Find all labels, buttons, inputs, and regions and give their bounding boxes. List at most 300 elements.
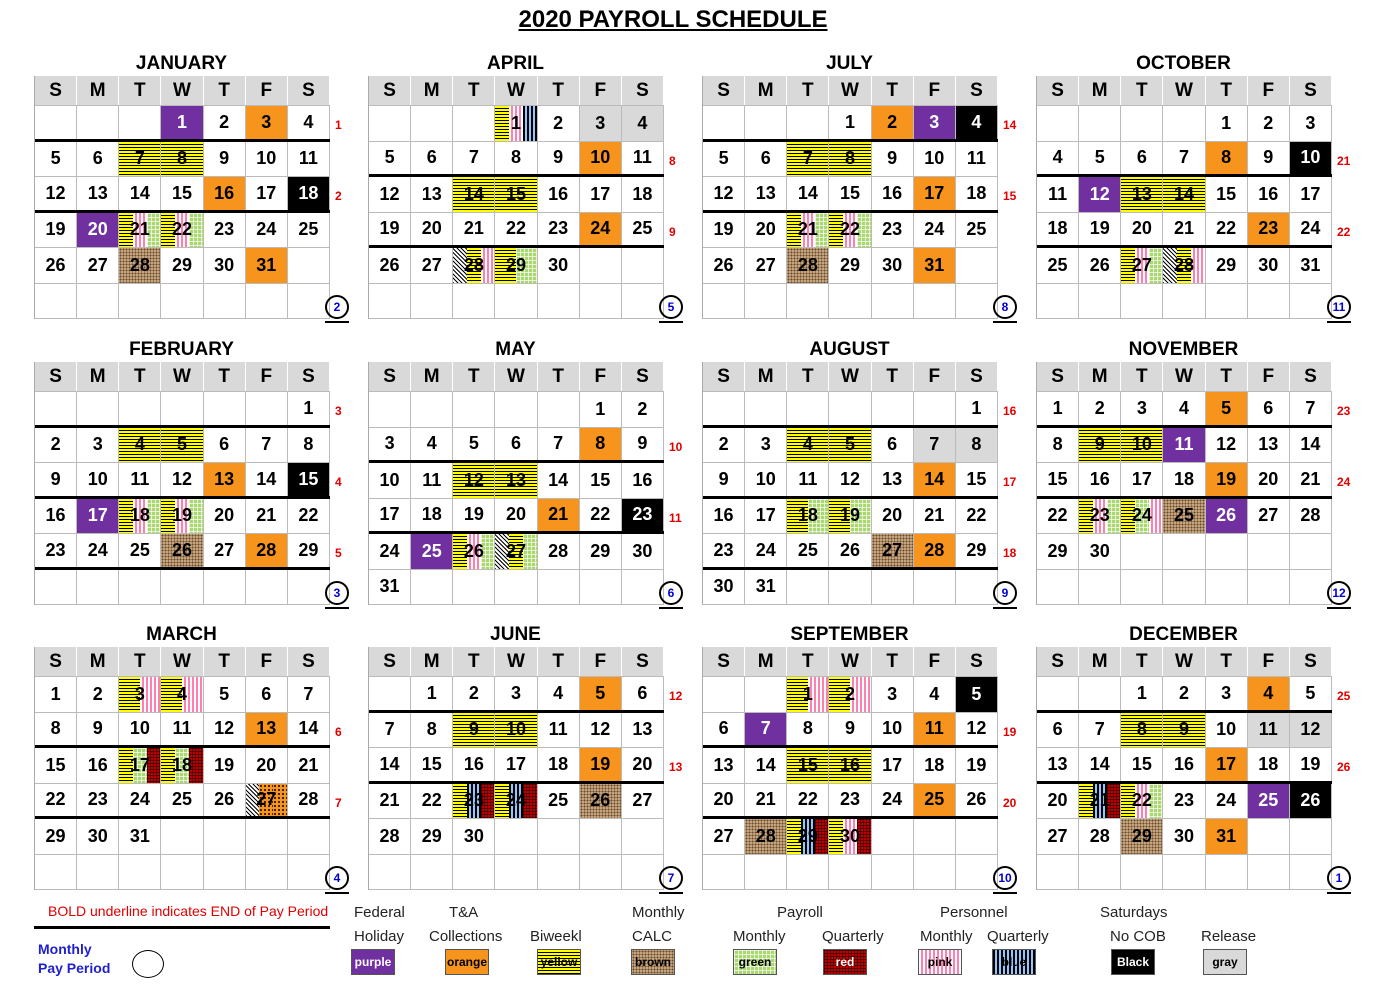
day-number: 28 [463, 254, 484, 275]
weekday-label: F [914, 647, 956, 676]
day-cell [161, 248, 203, 283]
day-number: 27 [882, 539, 903, 560]
day-cell [829, 213, 871, 248]
day-number: 31 [379, 576, 400, 597]
day-number: 5 [384, 147, 395, 168]
day-number: 5 [1305, 682, 1316, 703]
day-number: 25 [966, 219, 987, 240]
day-number: 23 [214, 219, 235, 240]
day-number: 16 [713, 505, 734, 526]
month-grid [34, 76, 330, 319]
day-cell [1206, 248, 1248, 283]
day-cell [119, 213, 161, 248]
day-number: 10 [379, 469, 400, 490]
day-cell [495, 713, 537, 748]
day-cell [1290, 784, 1332, 819]
day-number: 16 [548, 183, 569, 204]
day-number: 20 [755, 219, 776, 240]
day-number: 23 [87, 789, 108, 810]
weekday-label: S [369, 76, 411, 105]
day-cell [956, 499, 998, 534]
day-number: 20 [214, 505, 235, 526]
legend-circle-icon [132, 950, 164, 978]
day-cell [204, 784, 246, 817]
day-number: 1 [595, 398, 606, 419]
day-cell [1079, 392, 1121, 425]
legend-label-personnel-quarterly: Quarterly [987, 928, 1049, 945]
day-number: 6 [718, 718, 729, 739]
day-cell [35, 177, 77, 210]
day-cell [1037, 534, 1079, 569]
day-number: 17 [590, 183, 611, 204]
day-cell [1248, 106, 1290, 141]
weekday-label: W [1163, 647, 1205, 676]
day-cell [1206, 534, 1248, 569]
day-cell [411, 534, 453, 569]
day-cell [119, 106, 161, 139]
day-number: 30 [882, 254, 903, 275]
day-number: 2 [50, 434, 61, 455]
day-cell [35, 748, 77, 783]
day-cell [914, 713, 956, 746]
day-cell [787, 248, 829, 283]
day-number: 17 [256, 182, 277, 203]
month-grid [34, 647, 330, 890]
week-row [35, 499, 330, 535]
day-number: 12 [45, 182, 66, 203]
day-cell [914, 534, 956, 567]
day-number: 31 [1300, 254, 1321, 275]
month-grid [368, 76, 664, 319]
month-apr [368, 52, 703, 322]
day-cell [495, 499, 537, 532]
day-number: 3 [1221, 682, 1232, 703]
day-cell [622, 213, 664, 246]
day-cell [787, 177, 829, 210]
day-cell [1248, 428, 1290, 463]
day-cell [495, 534, 537, 569]
day-cell [453, 392, 495, 427]
weekday-header [1037, 647, 1332, 677]
day-number: 17 [755, 505, 776, 526]
day-number: 22 [1131, 790, 1152, 811]
week-row [35, 284, 330, 320]
week-row [369, 534, 664, 570]
legend [0, 900, 1396, 991]
day-number: 1 [1221, 112, 1232, 133]
day-cell [1290, 499, 1332, 534]
day-cell [872, 392, 914, 425]
day-number: 24 [379, 540, 400, 561]
day-number: 13 [632, 719, 653, 740]
day-number: 22 [590, 504, 611, 525]
day-cell [703, 177, 745, 210]
day-cell [453, 428, 495, 461]
weekday-label: M [411, 362, 453, 391]
day-cell [1206, 392, 1248, 425]
day-number: 1 [1136, 682, 1147, 703]
day-cell [495, 392, 537, 427]
pay-period-number: 21 [1337, 153, 1351, 168]
day-cell [538, 677, 580, 710]
day-number: 3 [887, 683, 898, 704]
week-row [703, 784, 998, 820]
day-number: 24 [1131, 505, 1152, 526]
day-cell [495, 748, 537, 781]
day-number: 14 [129, 182, 150, 203]
day-cell [411, 284, 453, 319]
day-number: 20 [1047, 790, 1068, 811]
day-cell [829, 463, 871, 496]
day-number: 3 [760, 434, 771, 455]
weekday-label: S [622, 76, 664, 105]
day-number: 7 [929, 434, 940, 455]
day-cell [703, 570, 745, 605]
week-row [35, 428, 330, 464]
week-row [703, 499, 998, 535]
legend-note-underline [34, 926, 330, 929]
day-number: 28 [298, 789, 319, 810]
day-cell [77, 784, 119, 817]
day-cell [495, 855, 537, 890]
day-cell [288, 570, 330, 605]
weekday-label: W [161, 647, 203, 676]
week-row [703, 855, 998, 891]
day-cell [622, 677, 664, 710]
legend-swatch-red: red [823, 949, 867, 975]
day-number: 12 [839, 468, 860, 489]
day-cell [580, 463, 622, 498]
day-cell [288, 677, 330, 712]
day-number: 9 [553, 147, 564, 168]
month-title: APRIL [487, 53, 544, 74]
day-cell [35, 855, 77, 890]
day-cell [77, 142, 119, 177]
day-number: 9 [1263, 147, 1274, 168]
day-cell [1206, 106, 1248, 141]
day-cell [453, 784, 495, 819]
day-cell [1121, 713, 1163, 748]
day-number: 14 [797, 182, 818, 203]
day-number: 19 [839, 505, 860, 526]
weekday-label: M [77, 362, 119, 391]
day-cell [288, 534, 330, 567]
day-number: 28 [755, 825, 776, 846]
day-cell [411, 677, 453, 710]
day-number: 15 [171, 182, 192, 203]
day-number: 11 [924, 718, 944, 739]
month-title: JANUARY [135, 53, 228, 74]
week-row [703, 106, 998, 142]
day-cell [161, 713, 203, 746]
week-row [35, 534, 330, 570]
day-cell [369, 248, 411, 283]
day-number: 18 [548, 753, 569, 774]
day-number: 12 [1300, 719, 1321, 740]
day-number: 2 [718, 434, 729, 455]
day-cell [204, 284, 246, 319]
day-cell [1079, 142, 1121, 175]
day-number: 27 [1258, 505, 1279, 526]
day-number: 3 [384, 433, 395, 454]
day-cell [77, 570, 119, 605]
day-cell [119, 534, 161, 567]
day-cell [1163, 428, 1205, 463]
day-number: 23 [1173, 790, 1194, 811]
day-cell [288, 784, 330, 817]
day-number: 5 [1094, 147, 1105, 168]
day-cell [453, 142, 495, 175]
day-number: 25 [797, 539, 818, 560]
day-cell [1079, 534, 1121, 569]
day-cell [77, 248, 119, 283]
day-number: 16 [839, 754, 860, 775]
week-row [703, 213, 998, 249]
day-cell [622, 499, 664, 532]
day-number: 19 [1216, 468, 1237, 489]
day-cell [161, 392, 203, 425]
week-row [369, 392, 664, 428]
day-cell [1290, 819, 1332, 854]
day-cell [411, 855, 453, 890]
monthly-pay-period-badge: 10 [993, 866, 1017, 890]
legend-swatch-yellow: yellow [537, 949, 581, 975]
day-number: 3 [1305, 112, 1316, 133]
week-row [369, 177, 664, 213]
pay-period-number: 15 [1003, 189, 1017, 203]
day-number: 15 [966, 468, 987, 489]
day-cell [119, 855, 161, 890]
day-cell [246, 677, 288, 712]
week-row [369, 713, 664, 749]
day-number: 29 [797, 825, 818, 846]
day-number: 7 [303, 683, 314, 704]
day-number: 15 [505, 183, 526, 204]
day-cell [1079, 284, 1121, 319]
day-number: 20 [87, 219, 108, 240]
day-cell [1248, 784, 1290, 819]
weekday-label: T [1206, 647, 1248, 676]
day-cell [1079, 713, 1121, 748]
day-number: 20 [1258, 468, 1279, 489]
weekday-label: M [1079, 76, 1121, 105]
day-cell [703, 213, 745, 248]
day-cell [369, 284, 411, 319]
day-cell [872, 784, 914, 817]
day-number: 25 [632, 218, 653, 239]
day-number: 8 [303, 434, 314, 455]
day-cell [872, 248, 914, 283]
day-number: 10 [1300, 147, 1321, 168]
day-number: 7 [1094, 719, 1105, 740]
day-number: 29 [298, 539, 319, 560]
day-cell [914, 677, 956, 712]
day-cell [914, 784, 956, 817]
day-cell [35, 819, 77, 854]
day-cell [1290, 534, 1332, 569]
day-cell [703, 428, 745, 463]
week-row [703, 819, 998, 855]
day-cell [1206, 499, 1248, 534]
day-number: 8 [595, 433, 606, 454]
day-cell [787, 677, 829, 712]
day-cell [787, 819, 829, 854]
day-cell [77, 392, 119, 425]
monthly-pay-period-badge: 12 [1327, 581, 1351, 605]
weekday-label: W [829, 76, 871, 105]
weekday-label: T [787, 76, 829, 105]
month-title: OCTOBER [1136, 53, 1231, 74]
day-cell [580, 855, 622, 890]
day-number: 2 [887, 111, 898, 132]
day-cell [453, 570, 495, 605]
day-number: 2 [1263, 112, 1274, 133]
legend-group-ta: T&A [449, 904, 479, 921]
day-cell [956, 392, 998, 425]
day-cell [453, 177, 495, 212]
monthly-pay-period-badge: 9 [993, 581, 1017, 605]
day-cell [204, 248, 246, 283]
day-number: 27 [505, 540, 526, 561]
day-number: 20 [505, 504, 526, 525]
legend-group-saturdays: Saturdays [1100, 904, 1168, 921]
week-row [35, 213, 330, 249]
day-number: 21 [298, 754, 319, 775]
day-cell [35, 142, 77, 177]
day-number: 3 [510, 682, 521, 703]
day-cell [204, 713, 246, 746]
day-cell [538, 784, 580, 819]
day-cell [580, 428, 622, 461]
legend-monthly-label: Monthly [38, 941, 92, 957]
day-number: 5 [1221, 397, 1232, 418]
weekday-label: S [1037, 362, 1079, 391]
day-cell [1079, 499, 1121, 534]
legend-swatch-gray: gray [1203, 949, 1247, 975]
day-cell [453, 106, 495, 141]
weekday-header [703, 362, 998, 392]
weekday-label: S [1037, 647, 1079, 676]
day-number: 9 [718, 468, 729, 489]
week-row [35, 142, 330, 178]
day-cell [622, 248, 664, 283]
legend-swatch-blue: blue [992, 949, 1036, 975]
week-row [1037, 534, 1332, 570]
day-cell [453, 499, 495, 532]
day-cell [1079, 784, 1121, 819]
day-cell [622, 106, 664, 141]
day-cell [1037, 106, 1079, 141]
day-number: 24 [755, 539, 776, 560]
day-cell [411, 428, 453, 461]
day-cell [538, 463, 580, 498]
day-number: 18 [797, 505, 818, 526]
day-cell [1248, 142, 1290, 175]
day-number: 8 [50, 718, 61, 739]
day-cell [1163, 142, 1205, 175]
day-number: 8 [510, 147, 521, 168]
day-cell [77, 713, 119, 746]
day-cell [369, 677, 411, 710]
weekday-label: M [745, 647, 787, 676]
day-cell [495, 284, 537, 319]
month-jun [368, 623, 703, 893]
day-cell [745, 142, 787, 177]
day-cell [35, 106, 77, 139]
day-cell [77, 677, 119, 712]
day-number: 18 [171, 754, 192, 775]
legend-label-payroll-monthly: Monthly [733, 928, 786, 945]
week-row [369, 499, 664, 535]
weekday-label: W [161, 362, 203, 391]
day-number: 15 [1047, 468, 1068, 489]
day-cell [872, 106, 914, 139]
day-cell [161, 213, 203, 248]
weekday-label: F [246, 647, 288, 676]
day-number: 27 [421, 254, 442, 275]
day-number: 30 [463, 825, 484, 846]
day-cell [622, 819, 664, 854]
day-number: 24 [590, 218, 611, 239]
day-cell [872, 713, 914, 746]
day-cell [872, 284, 914, 319]
weekday-label: S [622, 362, 664, 391]
day-number: 28 [1173, 254, 1194, 275]
day-number: 5 [468, 433, 479, 454]
day-number: 28 [797, 254, 818, 275]
day-number: 12 [171, 468, 192, 489]
day-number: 12 [713, 182, 734, 203]
day-cell [1163, 106, 1205, 141]
weekday-label: T [872, 362, 914, 391]
day-cell [288, 284, 330, 319]
day-number: 27 [1131, 254, 1152, 275]
day-number: 5 [844, 434, 855, 455]
weekday-label: S [703, 76, 745, 105]
monthly-pay-period-badge: 11 [1327, 295, 1351, 319]
day-number: 21 [1089, 790, 1110, 811]
week-row [703, 748, 998, 784]
day-number: 18 [298, 182, 319, 203]
day-number: 18 [966, 182, 987, 203]
day-number: 6 [219, 434, 230, 455]
day-cell [1290, 284, 1332, 319]
pay-period-number: 14 [1003, 118, 1017, 132]
day-number: 4 [1178, 397, 1189, 418]
day-number: 8 [176, 148, 187, 169]
day-cell [787, 784, 829, 817]
weekday-label: T [204, 362, 246, 391]
day-cell [787, 499, 829, 534]
day-cell [369, 713, 411, 748]
week-row [1037, 106, 1332, 142]
day-cell [1121, 142, 1163, 175]
day-number: 13 [882, 468, 903, 489]
day-cell [1248, 284, 1290, 319]
monthly-pay-period-badge: 7 [659, 866, 683, 890]
weekday-label: F [580, 76, 622, 105]
week-row [703, 570, 998, 606]
day-cell [914, 177, 956, 210]
day-number: 6 [1136, 147, 1147, 168]
day-cell [161, 106, 203, 139]
day-number: 17 [882, 754, 903, 775]
day-number: 15 [298, 468, 319, 489]
day-number: 19 [1300, 753, 1321, 774]
day-cell [622, 142, 664, 175]
day-number: 30 [1089, 540, 1110, 561]
day-cell [1121, 748, 1163, 781]
